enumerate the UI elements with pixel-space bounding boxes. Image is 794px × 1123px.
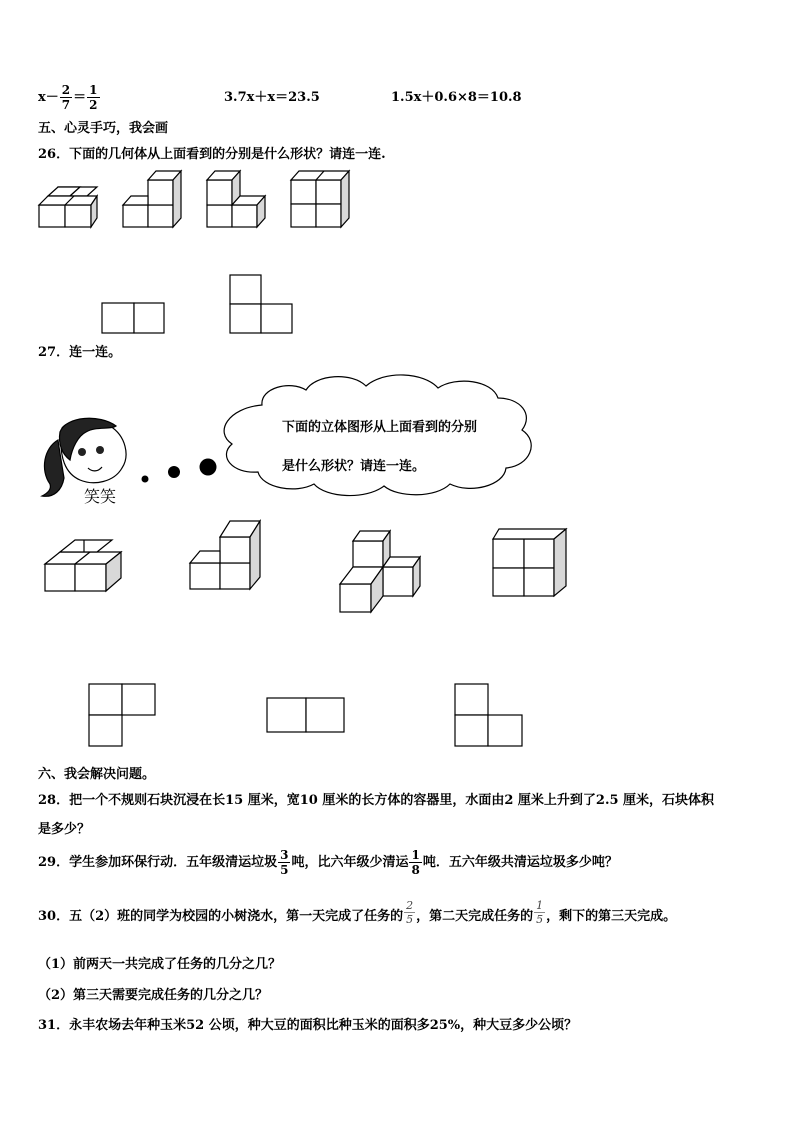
question-30: 30．五（2）班的同学为校园的小树浇水，第一天完成了任务的 $\frac{2}{5}$ ，第二天完成任务的 $\frac{1}{5}$ ，剩下的第三天完成。 (38, 899, 677, 926)
question-31: 31．永丰农场去年种玉米52 公顷，种大豆的面积比种玉米的面积多25%，种大豆多少公顷？ (38, 1018, 578, 1033)
question-28-line-1: 28．把一个不规则石块沉浸在长15 厘米，宽10 厘米的长方体的容器里，水面由2 厘米上升到了2.5 厘米，石块体积 (38, 793, 715, 808)
character-label: 笑笑 (84, 487, 117, 506)
fraction: $\frac{1}{8}$ (411, 848, 420, 877)
q27-view-c (455, 684, 522, 746)
q27-view-a (89, 684, 155, 746)
question-27: 27．连一连。 (38, 345, 122, 360)
fraction: $\frac{3}{5}$ (280, 848, 289, 877)
question-28-line-2: 是多少？ (38, 822, 91, 837)
fraction: $\frac{2}{7}$ (61, 83, 71, 112)
q27-solid-b (190, 521, 260, 589)
fraction: $\frac{1}{5}$ (536, 899, 544, 926)
question-26: 26．下面的几何体从上面看到的分别是什么形状？请连一连. (38, 147, 386, 162)
section-5-title: 五、心灵手巧，我会画 (38, 121, 169, 136)
fraction: $\frac{2}{5}$ (406, 899, 414, 926)
equation-1: x－ $\frac{2}{7}$ ＝ $\frac{1}{2}$ (38, 83, 98, 112)
section-6-title: 六、我会解决问题。 (38, 767, 156, 782)
equation-2: 3.7x＋x＝23.5 (224, 90, 320, 105)
q27-view-b (267, 698, 344, 732)
equation-3: 1.5x＋0.6×8＝10.8 (391, 90, 522, 105)
question-30-sub-2: （2）第三天需要完成任务的几分之几？ (38, 988, 269, 1003)
q27-solid-c (340, 531, 420, 612)
bubble-text-line-1: 下面的立体图形从上面看到的分别 (282, 420, 478, 435)
bubble-text-line-2: 是什么形状？请连一连。 (282, 459, 426, 474)
fraction: $\frac{1}{2}$ (89, 83, 98, 112)
question-30-sub-1: （1）前两天一共完成了任务的几分之几？ (38, 957, 282, 972)
q27-solid-d (493, 529, 566, 596)
q27-solid-a (45, 540, 121, 591)
question-29: 29．学生参加环保行动．五年级清运垃圾 $\frac{3}{5}$ 吨，比六年级少清运 $\frac{1}{8}$ 吨．五六年级共清运垃圾多少吨？ (38, 848, 618, 877)
